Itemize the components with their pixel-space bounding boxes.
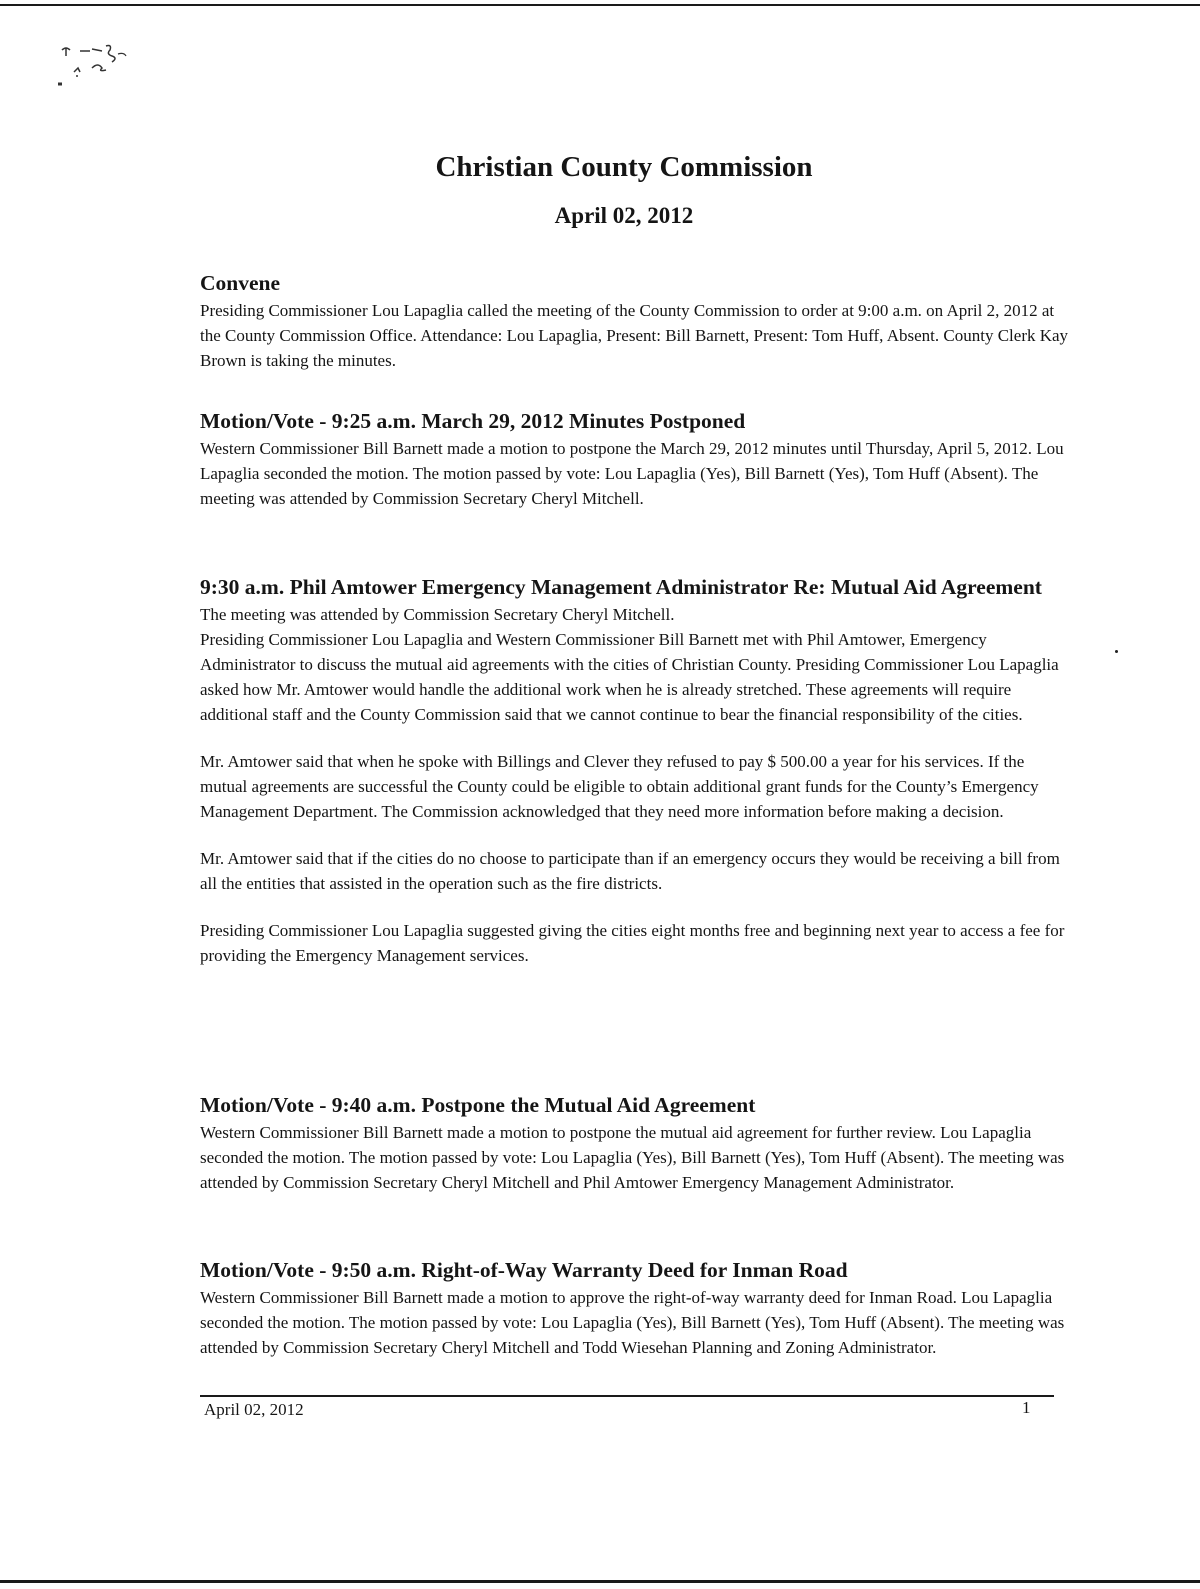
page-number: 1 <box>1022 1398 1031 1417</box>
section-heading: Motion/Vote - 9:25 a.m. March 29, 2012 Minutes Postponed <box>200 409 746 433</box>
footer-rule <box>200 1395 1054 1397</box>
section-heading: Convene <box>200 271 281 295</box>
section-paragraph: Presiding Commissioner Lou Lapaglia and Western Commissioner Bill Barnett met with Phil Amtower, Emergency Administrator to discuss the mutual aid agreements with the cities of Christian County. Presiding Commissioner Lou Lapaglia asked how Mr. Amtower would handle the additional work when he is already stretched. These agreements will require additional staff and the County Commission said that we cannot continue to bear the financial responsibility of the cities. <box>200 630 1059 724</box>
section-inman-road-deed <box>200 1255 1070 1360</box>
section-convene <box>200 268 1070 373</box>
section-mutual-aid-meeting <box>200 572 1070 968</box>
handwritten-mark <box>58 40 148 90</box>
section-heading: Motion/Vote - 9:50 a.m. Right-of-Way Warranty Deed for Inman Road <box>200 1258 848 1282</box>
section-paragraph: Mr. Amtower said that when he spoke with Billings and Clever they refused to pay $ 500.00 a year for his services. If the mutual agreements are successful the County could be eligible to obtain additional grant funds for the County’s Emergency Management Department. The Commission acknowledged that they need more information before making a decision. <box>200 752 1039 821</box>
section-heading: 9:30 a.m. Phil Amtower Emergency Management Administrator Re: Mutual Aid Agreement <box>200 575 1042 599</box>
section-paragraph: Presiding Commissioner Lou Lapaglia called the meeting of the County Commission to order at 9:00 a.m. on April 2, 2012 at the County Commission Office. Attendance: Lou Lapaglia, Present: Bill Barnett, Present: Tom Huff, Absent. County Clerk Kay Brown is taking the minutes. <box>200 301 1069 370</box>
document-date: April 02, 2012 <box>554 203 694 228</box>
section-heading: Motion/Vote - 9:40 a.m. Postpone the Mutual Aid Agreement <box>200 1093 756 1117</box>
scan-top-edge <box>0 4 1200 6</box>
section-paragraph: Mr. Amtower said that if the cities do no choose to participate than if an emergency occurs they would be receiving a bill from all the entities that assisted in the operation such as the fire districts. <box>200 849 1060 893</box>
scan-speck <box>1115 650 1118 653</box>
section-paragraph: The meeting was attended by Commission Secretary Cheryl Mitchell. <box>200 605 675 624</box>
section-paragraph: Western Commissioner Bill Barnett made a motion to postpone the mutual aid agreement for further review. Lou Lapaglia seconded the motion. The motion passed by vote: Lou Lapaglia (Yes), Bill Barnett (Yes), Tom Huff (Absent). The meeting was attended by Commission Secretary Cheryl Mitchell and Phil Amtower Emergency Management Administrator. <box>200 1123 1065 1192</box>
section-postpone-mutual-aid <box>200 1090 1070 1195</box>
section-paragraph: Western Commissioner Bill Barnett made a motion to approve the right-of-way warranty deed for Inman Road. Lou Lapaglia seconded the motion. The motion passed by vote: Lou Lapaglia (Yes), Bill Barnett (Yes), Tom Huff (Absent). The meeting was attended by Commission Secretary Cheryl Mitchell and Todd Wiesehan Planning and Zoning Administrator. <box>200 1288 1065 1357</box>
section-paragraph: Western Commissioner Bill Barnett made a motion to postpone the March 29, 2012 minutes until Thursday, April 5, 2012. Lou Lapaglia seconded the motion. The motion passed by vote: Lou Lapaglia (Yes), Bill Barnett (Yes), Tom Huff (Absent). The meeting was attended by Commission Secretary Cheryl Mitchell. <box>200 439 1064 508</box>
scan-bottom-edge <box>0 1580 1200 1583</box>
document-title: Christian County Commission <box>435 151 813 183</box>
section-minutes-postponed <box>200 406 1070 511</box>
section-paragraph: Presiding Commissioner Lou Lapaglia suggested giving the cities eight months free and beginning next year to access a fee for providing the Emergency Management services. <box>200 921 1065 965</box>
footer-date: April 02, 2012 <box>204 1400 304 1419</box>
